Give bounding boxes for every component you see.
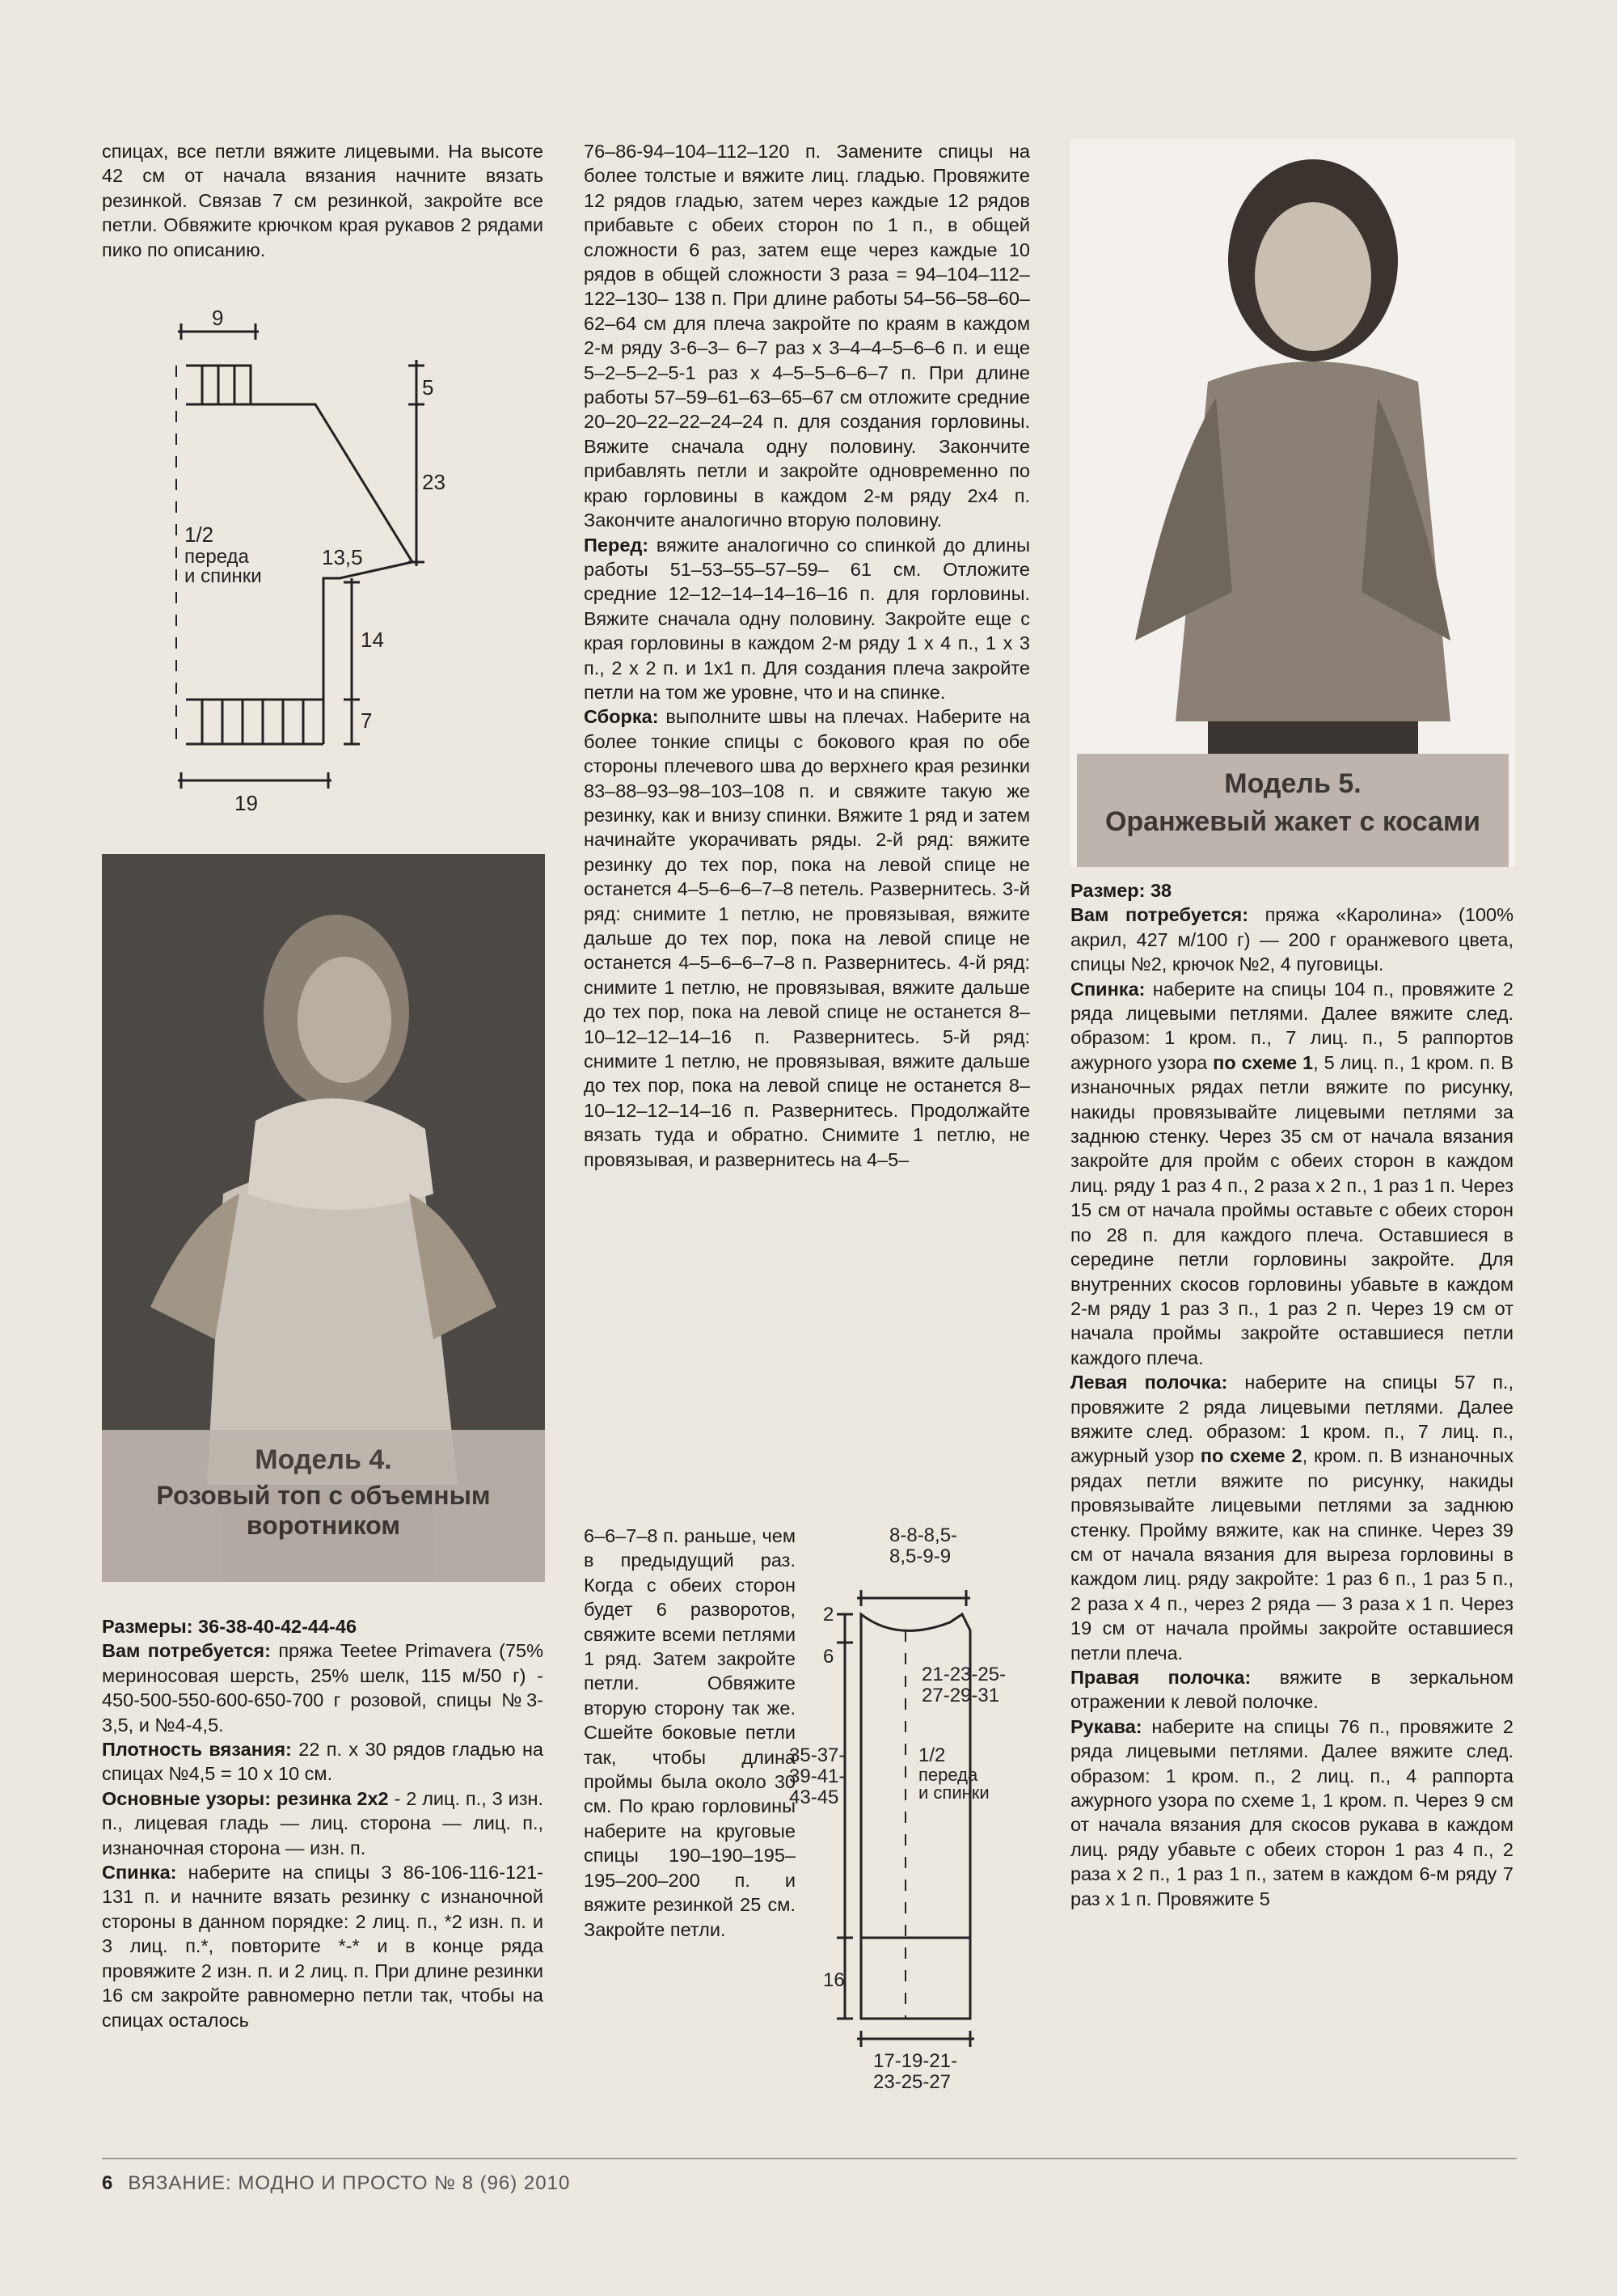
dim-6: 6 [823,1646,834,1668]
dim-16: 16 [823,1969,845,1991]
model-4-subtitle-2: воротником [246,1511,401,1540]
front-value: вяжите аналогично со спинкой до длины работы 51–53–55–57–59– 61 см. Отложите средние 12–12–14–14–16–16 п. для горловины. Вяжите сначала одну половину. Закройте еще с края горловины в каждом 2-м ряду 1 х 4 п., 1 х 3 п., 2 х 2 п. и 1х1 п. Для создания плеча закройте петли на том же уровне, что и на спинке. [584,534,1030,703]
need-value-5: пряжа «Каролина» (100% акрил, 427 м/100 г) — 200 г оранжевого цвета, спицы №2, крючок №2, 4 пуговицы. [1070,904,1514,975]
dim-9: 9 [212,306,224,330]
back-value-5-cont: , 5 лиц. п., 1 кром. п. В изнаночных рядах петли вяжите по рисунку, накиды провязывайте лицевыми петлями за заднюю стенку. Через 35 см от начала вязания закройте для пройм с обеих сторон в каждом лиц. ряду 1 раз 4 п., 2 раза х 2 п., 1 раз 1 п. Через 15 см от начала проймы оставьте с обеих сторон по 28 п. для каждого плеча. Оставшиеся в середине петли горловины закройте. Для внутренних скосов горловины убавьте в каждом 2-м ряду 1 раз 3 п., 1 раз 2 п. Через 19 см от начала проймы закройте оставшиеся петли каждого плеча. [1070,1051,1514,1368]
column-1-lower [102,1614,543,2032]
need-label: Вам потребуется: [102,1640,271,1662]
right-front-label: Правая полочка: [1070,1667,1252,1688]
model-4-photo [102,854,545,1582]
page-number: 6 [102,2172,114,2194]
pattern-diagram-1 [162,307,517,825]
density-value: 22 п. х 30 рядов гладью на спицах №4,5 = 10 х 10 см. [102,1739,543,1785]
patterns-value: - 2 лиц. п., 3 изн. п., лицевая гладь — лиц. сторона — лиц. п., изнаночная сторона — изн. п. [102,1787,543,1858]
column-2-narrow-text: 6–6–7–8 п. раньше, чем в предыдущий раз. Когда с обеих сторон будет 6 разворотов, свяжите всеми петлями 1 ряд. Затем закройте петли. Обвяжите вторую сторону так же. Сшейте боковые петли так, чтобы длина проймы была около 30 см. По краю горловины наберите на круговые спицы 190–190–195–195–200–200 п. и вяжите резинкой 25 см. Закройте петли. [584,1525,796,1940]
diagram-2-label-front: переда [918,1765,978,1785]
diagram-1-label-front: переда [184,546,249,568]
model-5-subtitle: Оранжевый жакет с косами [1104,806,1481,837]
dim-23: 23 [422,470,445,494]
dim-5: 5 [422,375,434,400]
dim-2: 2 [823,1604,834,1626]
sizes-label: Размеры: [102,1616,193,1637]
assembly-label: Сборка: [584,706,659,728]
diagram-2-svg [789,1501,1035,2156]
back-value-5: наберите на спицы 104 п., провяжите 2 ряда лицевыми петлями. Далее вяжите след. образом: 1 кром. п., 7 лиц. п., 5 раппортов ажурного узора [1070,978,1514,1073]
footer-rule [102,2158,1517,2159]
need-value: пряжа Teetee Primavera (75% мериносовая шерсть, 25% шелк, 115 м/50 г) - 450-500-550-600-650-700 г розовой, спицы №3-3,5, и №4-4,5. [102,1640,543,1736]
model-5-photo [1070,139,1515,867]
back-value: наберите на спицы 3 86-106-116-121-131 п. и начните вязать резинку с изнаночной стороны в данном порядке: 2 лиц. п., *2 изн. п. и 3 лиц. п.*, повторите *-* и в конце ряда провяжите 2 изн. п. и 2 лиц. п. При длине резинки 16 см закройте равномерно петли так, чтобы на спицах осталось [102,1862,543,2031]
diagram-2-left-3: 43-45 [789,1786,839,1808]
left-front-label: Левая полочка: [1070,1372,1228,1393]
magazine-title: ВЯЗАНИЕ: МОДНО И ПРОСТО № 8 (96) 2010 [128,2172,571,2194]
diagram-2-bottom-1: 17-19-21- [873,2050,958,2072]
column-2 [584,139,1030,1172]
sleeves-label: Рукава: [1070,1715,1142,1737]
diagram-2-label-back: и спинки [918,1782,990,1803]
column-2-paragraph-1: 76–86-94–104–112–120 п. Замените спицы на более толстые и вяжите лиц. гладью. Провяжите 12 рядов гладью, затем через каждые 12 рядов прибавьте с обеих сторон по 1 п., в общей сложности 6 раз, затем еще через каждые 10 рядов в общей сложности 3 раза = 94–104–112–122–130– 138 п. При длине работы 54–56–58–60–62–64 см для плеча закройте по краям в каждом 2-м ряду 3-6–3– 6–7 раз х 3–4–4–5–6–6 п. и еще 5–2–5–2–5-1 раз х 4–5–5–6–6–7 п. При длине работы 57–59–61–63–65–67 см отложите средние 20–20–22–22–24–24 п. для создания горловины. Вяжите сначала одну половину. Закончите прибавлять петли и закройте одновременно по краю горловины в каждом 2-м ряду 2х4 п. Закончите аналогично вторую половину. [584,141,1030,531]
left-front-value: наберите на спицы 57 п., провяжите 2 ряда лицевыми петлями. Далее вяжите след. образом: 1 кром. п., 7 лиц. п., ажурный узор [1070,1372,1514,1467]
model-4-subtitle-1: Розовый топ с объемным [156,1481,491,1510]
sizes-value: 36-38-40-42-44-46 [192,1616,357,1637]
diagram-2-top-2: 8,5-9-9 [889,1545,952,1567]
model-4-caption [102,1430,545,1582]
diagram-2-bottom-2: 23-25-27 [873,2071,952,2093]
intro-paragraph: спицах, все петли вяжите лицевыми. На высоте 42 см от начала вязания начните вязать резинкой. Связав 7 см резинкой, закройте все петли. Обвяжите крючком края рукавов 2 рядами пико по описанию. [102,141,543,260]
diagram-2-label-half: 1/2 [918,1744,946,1766]
dim-7: 7 [361,708,373,733]
back-scheme-1: по схеме 1 [1213,1051,1314,1073]
diagram-2-left-2: 39-41- [789,1765,846,1787]
dim-14: 14 [361,628,384,652]
diagram-2-left-1: 35-37- [789,1744,846,1766]
back-label-5: Спинка: [1070,978,1146,1000]
back-label: Спинка: [102,1862,177,1884]
dim-13-5: 13,5 [322,545,363,569]
front-label: Перед: [584,534,649,556]
diagram-2-top-1: 8-8-8,5- [889,1524,958,1546]
column-3 [1070,878,1514,1911]
sleeves-value: наберите на спицы 76 п., провяжите 2 ряда лицевыми петлями. Далее вяжите след. образом: 1 кром. п., 2 лиц. п., 4 раппорта ажурного узора по схеме 1, 1 кром. п. Через 9 см от начала вязания для скосов рукава в каждом лиц. ряду убавьте с обеих сторон 1 раз 4 п., 2 раза х 2 п., 1 раз 1 п., затем в каждом 6-м ряду 7 раз х 1 п. Провяжите 5 [1070,1715,1514,1909]
size-label: Размер: 38 [1070,880,1172,901]
column-1 [102,139,543,262]
diagram-1-label-half: 1/2 [184,522,214,547]
model-4-title: Модель 4. [255,1444,392,1475]
model-5-title: Модель 5. [1224,768,1362,799]
page-footer [102,2172,570,2195]
left-front-scheme-2: по схеме 2 [1200,1445,1302,1467]
diagram-2-right-2: 27-29-31 [922,1685,1000,1706]
dim-19: 19 [234,791,258,815]
density-label: Плотность вязания: [102,1739,292,1761]
left-front-value-cont: , кром. п. В изнаночных рядах петли вяжите по рисунку, накиды провязывайте лицевыми петлями за заднюю стенку. Пройму вяжите, как на спинке. Через 39 см от начала вязания для выреза горловины в каждом лиц. ряду закройте: 1 раз 6 п., 1 раз 5 п., 2 раза х 4 п., через 2 ряда — 3 раза х 1 п. Через 19 см от начала проймы закройте оставшиеся петли плеча. [1070,1445,1514,1664]
model-5-caption [1077,754,1509,867]
assembly-value: выполните швы на плечах. Наберите на более тонкие спицы с бокового края по обе стороны плечевого шва до верхнего края резинки 83–88–93–98–103–108 п. и свяжите такую же резинку, как и внизу спинки. Вяжите 1 ряд и затем начинайте укорачивать ряды. 2-й ряд: вяжите резинку до тех пор, пока на левой спице не останется 4–5–6–6–7–8 петель. Развернитесь. 3-й ряд: снимите 1 петлю, не провязывая, вяжите дальше до тех пор, пока на левой спице не останется 4–5–6–6–7–8 п. Развернитесь. 4-й ряд: снимите 1 петлю, не провязывая, вяжите дальше до тех пор, пока на левой спице не останется 8–10–12–12–14–16 п. Развернитесь. 5-й ряд: снимите 1 петлю, не провязывая, вяжите дальше до тех пор, пока на левой спице не останется 8–10–12–12–14–16 п. Развернитесь. Продолжайте вязать туда и обратно. Снимите 1 петлю, не провязывая, и развернитесь на 4–5– [584,706,1030,1170]
diagram-1-svg [162,307,517,825]
diagram-1-label-back: и спинки [184,565,262,587]
diagram-2-right-1: 21-23-25- [922,1664,1007,1685]
patterns-label: Основные узоры: резинка 2х2 [102,1787,389,1809]
pattern-diagram-2 [789,1501,1035,2156]
right-front-value: вяжите в зеркальном отражении к левой полочке. [1070,1667,1514,1713]
need-label-5: Вам потребуется: [1070,904,1249,926]
